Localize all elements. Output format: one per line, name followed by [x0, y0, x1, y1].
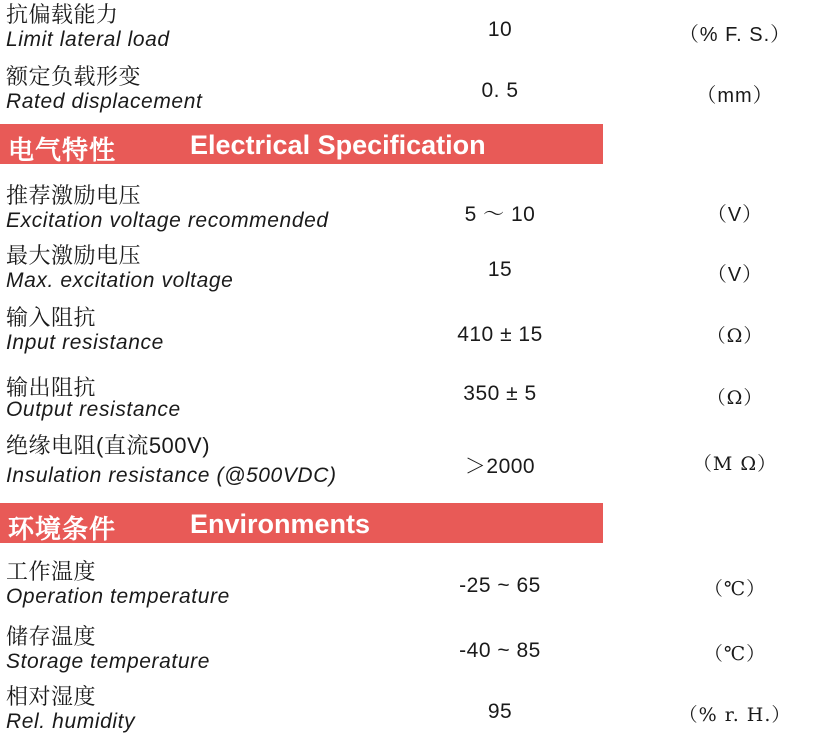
spec-label-cn: 抗偏载能力: [6, 2, 119, 27]
section-title-cn: 电气特性: [8, 135, 117, 165]
spec-label-cn: 推荐激励电压: [6, 183, 142, 208]
spec-label-en: Limit lateral load: [6, 28, 170, 51]
spec-value: 0. 5: [481, 79, 519, 102]
spec-value: 15: [487, 258, 513, 281]
spec-value: 5 ～ 10: [464, 203, 536, 226]
spec-unit: （Ω）: [706, 387, 764, 409]
spec-label-en: Rel. humidity: [6, 710, 136, 733]
spec-unit: （Ω）: [706, 325, 764, 347]
spec-label-en: Input resistance: [6, 331, 164, 354]
spec-label-cn: 工作温度: [6, 559, 97, 584]
spec-label-en: Rated displacement: [6, 90, 203, 113]
spec-label-cn: 绝缘电阻(直流500V): [6, 433, 211, 458]
spec-label-en: Storage temperature: [6, 650, 211, 673]
spec-label: [6, 185, 329, 231]
spec-label: [6, 66, 202, 112]
spec-label-cn: 相对湿度: [6, 684, 97, 709]
spec-value: 95: [487, 700, 513, 723]
spec-label: [6, 245, 233, 291]
section-title-cn: 环境条件: [8, 514, 117, 544]
spec-label-cn: 输入阻抗: [6, 305, 97, 330]
spec-label-en: Max. excitation voltage: [6, 269, 234, 292]
spec-value: 10: [487, 18, 513, 41]
spec-label-cn: 输出阻抗: [6, 375, 97, 400]
spec-unit: （M Ω）: [692, 453, 778, 475]
spec-label: [6, 561, 230, 607]
spec-value: -25 ~ 65: [459, 574, 541, 597]
spec-label: [6, 377, 181, 420]
spec-label: [6, 307, 164, 353]
spec-value: ＞2000: [464, 455, 536, 478]
spec-label-en: Insulation resistance (@500VDC): [6, 464, 337, 487]
spec-label: [6, 686, 135, 732]
spec-unit: （V）: [706, 204, 764, 226]
spec-value: 350 ± 5: [463, 382, 537, 405]
spec-unit: （℃）: [703, 578, 767, 600]
spec-label: [6, 435, 337, 486]
spec-label: [6, 4, 170, 50]
spec-value: -40 ~ 85: [459, 639, 541, 662]
section-header-environments: [0, 503, 603, 543]
section-header-electrical: [0, 124, 603, 164]
spec-unit: （% r. H.）: [678, 704, 792, 726]
spec-unit: （V）: [706, 264, 764, 286]
section-title-en: Electrical Specification: [190, 130, 486, 160]
spec-label: [6, 626, 210, 672]
spec-value: 410 ± 15: [457, 323, 543, 346]
section-title-en: Environments: [190, 509, 371, 539]
spec-label-cn: 最大激励电压: [6, 243, 142, 268]
spec-label-cn: 额定负载形变: [6, 64, 142, 89]
spec-label-cn: 储存温度: [6, 624, 97, 649]
spec-label-en: Excitation voltage recommended: [6, 209, 329, 232]
spec-unit: （mm）: [696, 85, 774, 107]
spec-label-en: Output resistance: [6, 398, 181, 421]
spec-label-en: Operation temperature: [6, 585, 230, 608]
spec-unit: （℃）: [703, 643, 767, 665]
spec-unit: （% F. S.）: [678, 24, 792, 46]
